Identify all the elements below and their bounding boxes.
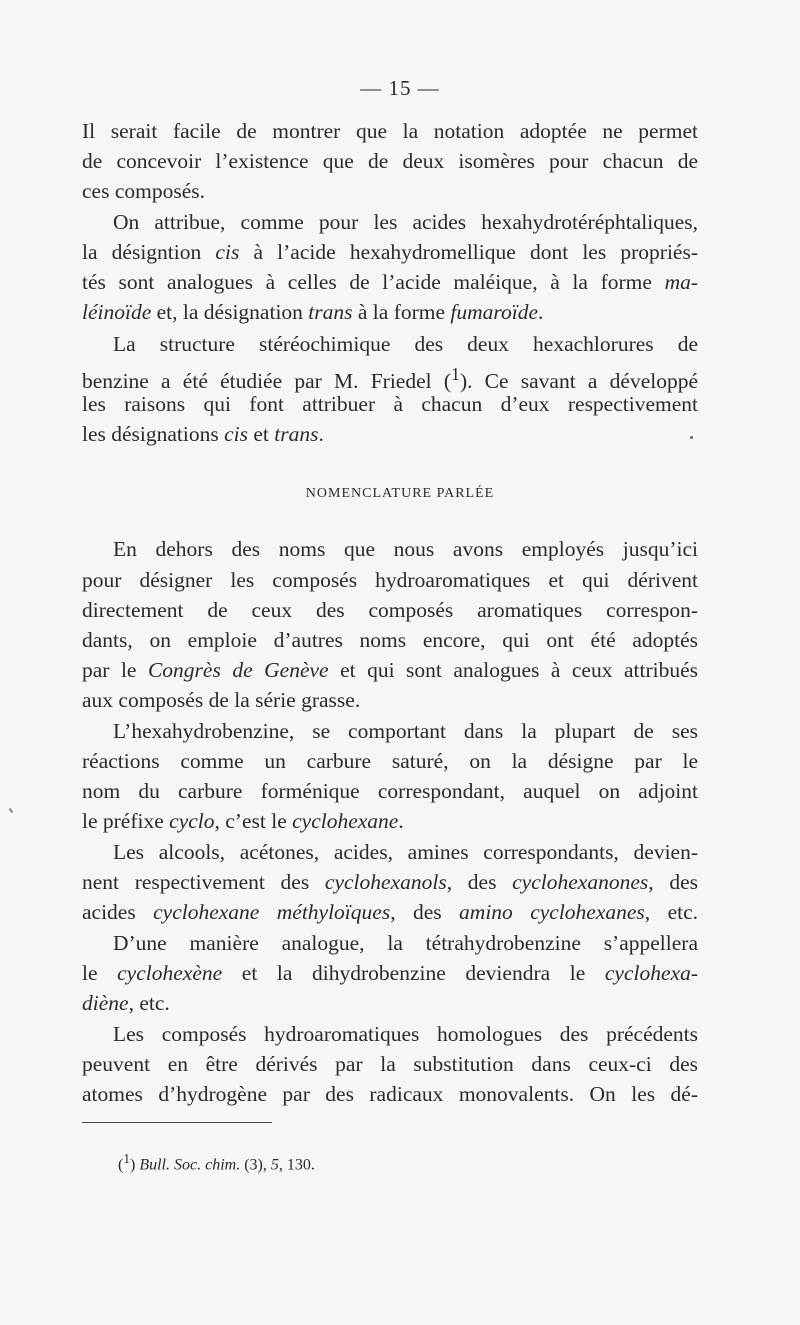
text-line: directement de ceux des composés aromatiques correspon- — [82, 598, 698, 622]
text-line: L’hexahydrobenzine, se comportant dans la plupart de ses — [113, 719, 698, 743]
text-line: Il serait facile de montrer que la notation adoptée ne permet — [82, 119, 698, 143]
text-line: nom du carbure forménique correspondant, auquel on adjoint — [82, 779, 698, 803]
text-line: dants, on emploie d’autres noms encore, qui ont été adoptés — [82, 628, 698, 652]
section-heading: NOMENCLATURE PARLÉE — [305, 486, 495, 501]
page-number: — 15 — — [360, 76, 440, 100]
text-line: acides cyclohexane méthyloïques, des amino cyclohexanes, etc. — [82, 900, 699, 924]
footnote: ($^1$) Bull. Soc. chim. (3), 5, 130. — [118, 1151, 315, 1174]
text-line: Les alcools, acétones, acides, amines correspondants, devien- — [113, 840, 698, 864]
footnote-divider — [82, 1122, 272, 1123]
ink-speck — [690, 436, 693, 439]
text-line: benzine a été étudiée par M. Friedel ($^1$). Ce savant a développé — [82, 364, 698, 394]
text-line: le cyclohexène et la dihydrobenzine deviendra le cyclohexa- — [82, 961, 698, 985]
text-line: de concevoir l’existence que de deux isomères pour chacun de — [82, 149, 698, 173]
text-line: par le Congrès de Genève et qui sont analogues à ceux attribués — [82, 658, 699, 682]
text-line: réactions comme un carbure saturé, on la désigne par le — [82, 749, 698, 773]
text-line: léinoïde et, la désignation trans à la forme fumaroïde. — [82, 300, 544, 324]
text-line: le préfixe cyclo, c’est le cyclohexane. — [82, 809, 404, 833]
text-line: les désignations cis et trans. — [82, 422, 324, 446]
ink-speck — [9, 808, 14, 813]
text-line: aux composés de la série grasse. — [82, 688, 361, 712]
text-line: ces composés. — [82, 179, 205, 203]
text-line: la désigntion cis à l’acide hexahydromellique dont les propriés- — [82, 240, 698, 264]
text-line: Les composés hydroaromatiques homologues des précédents — [113, 1022, 698, 1046]
text-line: nent respectivement des cyclohexanols, des cyclohexanones, des — [82, 870, 698, 894]
text-line: D’une manière analogue, la tétrahydrobenzine s’appellera — [113, 931, 698, 955]
text-line: On attribue, comme pour les acides hexahydrotéréphtaliques, — [113, 210, 698, 234]
text-line: pour désigner les composés hydroaromatiques et qui dérivent — [82, 568, 698, 592]
text-line: La structure stéréochimique des deux hexachlorures de — [113, 332, 698, 356]
text-line: En dehors des noms que nous avons employés jusqu’ici — [113, 537, 698, 561]
text-line: diène, etc. — [82, 991, 170, 1015]
text-line: atomes d’hydrogène par des radicaux monovalents. On les dé- — [82, 1082, 698, 1106]
text-line: tés sont analogues à celles de l’acide maléique, à la forme ma- — [82, 270, 698, 294]
text-line: peuvent en être dérivés par la substitution dans ceux-ci des — [82, 1052, 698, 1076]
text-line: les raisons qui font attribuer à chacun d’eux respectivement — [82, 392, 698, 416]
